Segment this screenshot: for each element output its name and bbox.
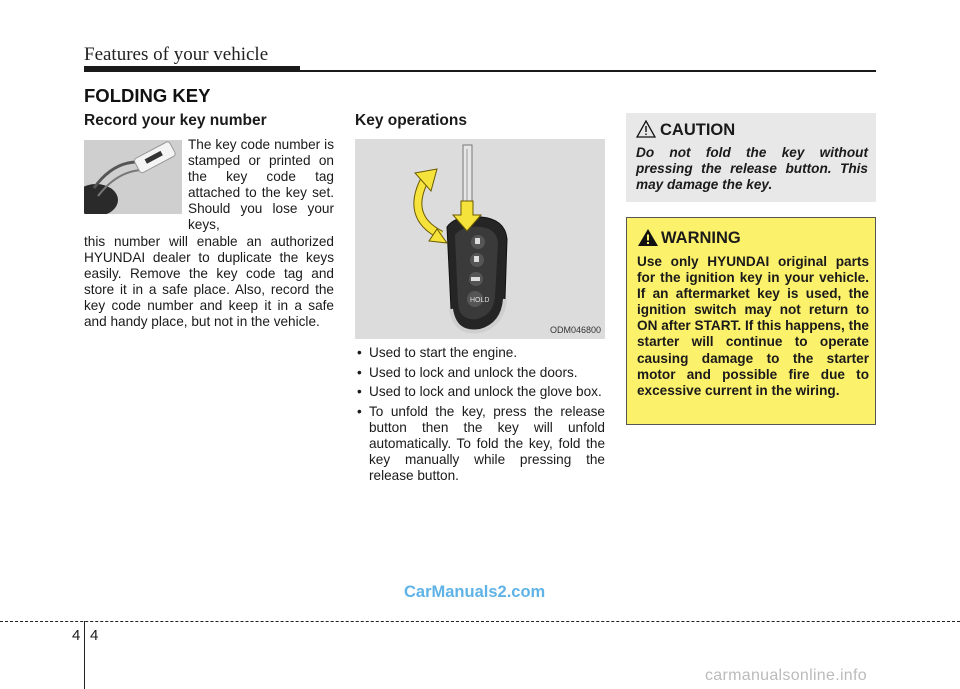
page-number: 4	[90, 627, 99, 644]
running-header: Features of your vehicle	[84, 44, 269, 65]
list-item: • Used to lock and unlock the glove box.	[357, 384, 602, 400]
header-rule-thick	[84, 66, 300, 72]
folding-key-illustration	[355, 139, 605, 339]
chapter-number: 4	[72, 627, 81, 644]
image-reference-code: ODM046800	[549, 325, 601, 335]
key-operations-heading: Key operations	[355, 112, 467, 129]
site-watermark: carmanualsonline.info	[705, 667, 867, 684]
list-item: • Used to lock and unlock the doors.	[357, 364, 578, 380]
list-item-text: Used to lock and unlock the doors.	[369, 364, 578, 380]
caution-text: Do not fold the key without pressing the release button. This may damage the key.	[636, 145, 868, 193]
key-tag-photo	[84, 140, 182, 214]
list-item-text: Used to lock and unlock the glove box.	[369, 384, 602, 400]
folding-key-graphic	[355, 139, 605, 339]
footer-rule	[0, 621, 960, 622]
caution-box	[626, 113, 876, 202]
list-item-text: Used to start the engine.	[369, 345, 518, 360]
list-item: • Used to start the engine.	[357, 345, 518, 360]
key-tag-photo-graphic	[84, 140, 182, 214]
record-key-heading: Record your key number	[84, 112, 267, 129]
warning-triangle-icon	[636, 120, 656, 138]
warning-text: Use only HYUNDAI original parts for the ignition key in your vehicle. If an aftermarket key is used, the ignition switch may not return to ON after START. If this happens, the starter will continue to operate causing damage to the starter motor and possible fire due to excessive current in the wiring.	[637, 254, 869, 398]
warning-box	[626, 217, 876, 425]
footer-divider	[84, 621, 85, 689]
section-title: FOLDING KEY	[84, 85, 211, 106]
record-key-body: this number will enable an authorized HYUNDAI dealer to duplicate the keys easily. Remove the key code tag and store it in a safe place. Also, record the key code number and keep it in a safe and handy place, but not in the vehicle.	[84, 234, 334, 330]
list-item-text: To unfold the key, press the release button then the key will unfold automatically. To fold the key, fold the key manually while pressing the release button.	[369, 403, 605, 484]
header-rule-thin	[300, 70, 876, 72]
list-item: • To unfold the key, press the release button then the key will unfold automatically. To fold the key, fold the key manually while pressing the release button.	[357, 403, 605, 484]
caution-title: CAUTION	[660, 121, 736, 139]
warning-title: WARNING	[661, 229, 741, 247]
record-key-intro: The key code number is stamped or printed on the key code tag attached to the key set. Should you lose your keys,	[188, 137, 334, 233]
watermark-link[interactable]: CarManuals2.com	[404, 583, 546, 601]
key-operations-list	[355, 345, 605, 488]
warning-triangle-icon	[637, 228, 659, 247]
svg-text:HOLD: HOLD	[470, 297, 490, 304]
